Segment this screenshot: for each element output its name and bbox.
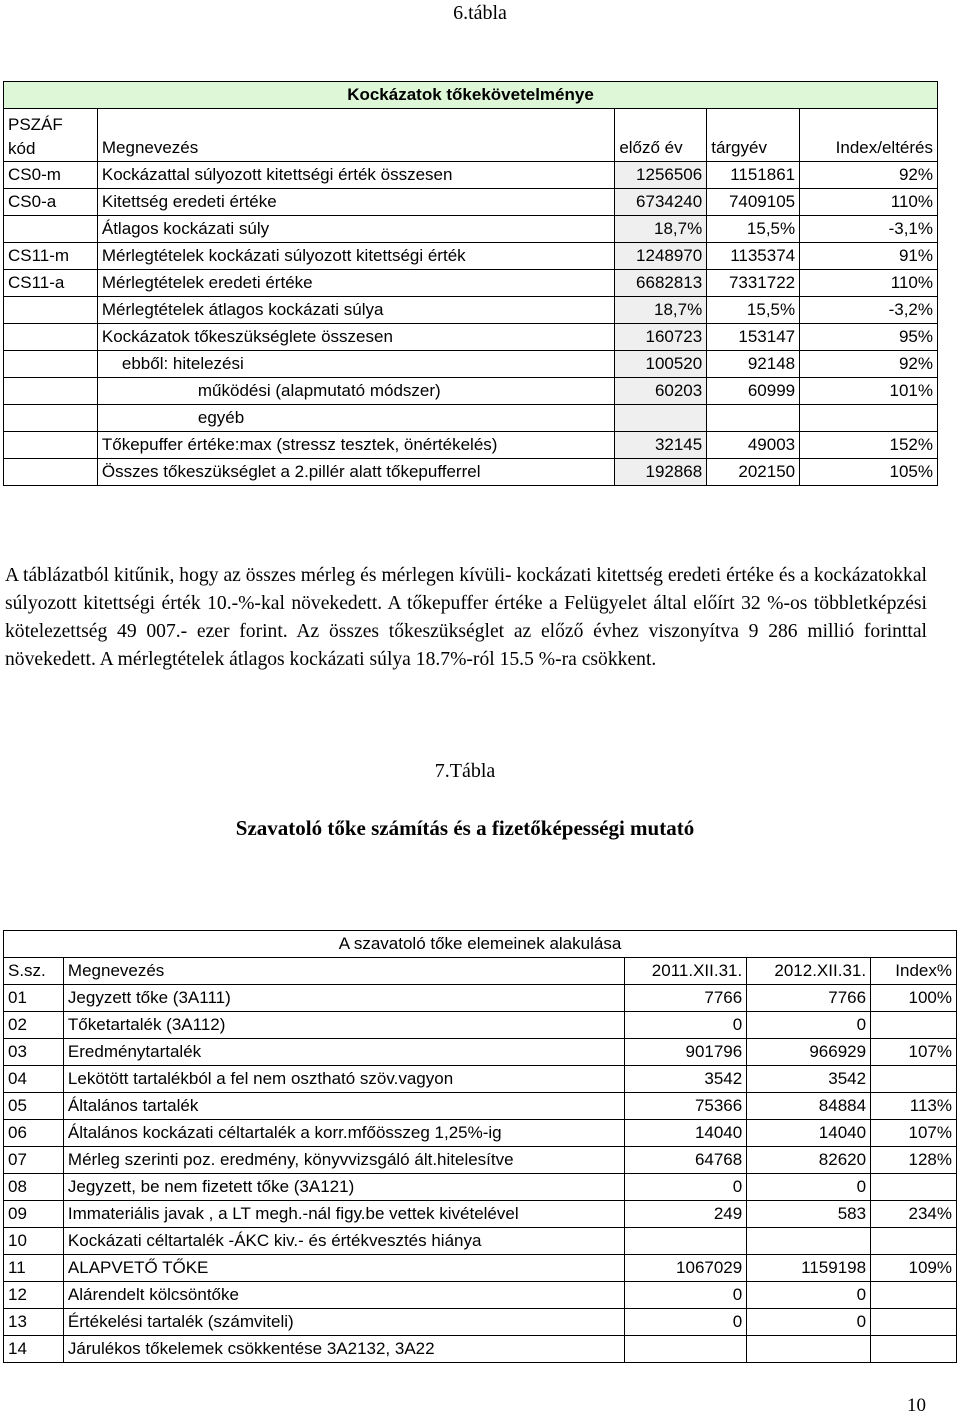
row-2012: 82620 bbox=[747, 1147, 871, 1174]
row-index: 92% bbox=[800, 351, 938, 378]
row-no: 01 bbox=[4, 985, 64, 1012]
row-no: 14 bbox=[4, 1336, 64, 1363]
table-row bbox=[4, 1093, 957, 1120]
row-curr: 153147 bbox=[707, 324, 800, 351]
row-name: Jegyzett, be nem fizetett tőke (3A121) bbox=[63, 1174, 624, 1201]
table-row bbox=[4, 243, 938, 270]
own-funds-table bbox=[3, 930, 957, 1363]
row-name: Mérlegtételek kockázati súlyozott kitettségi érték bbox=[97, 243, 614, 270]
header-name: Megnevezés bbox=[63, 958, 624, 985]
row-code: CS0-m bbox=[4, 162, 98, 189]
row-index: 107% bbox=[871, 1039, 957, 1066]
row-name: Kockázattal súlyozott kitettségi érték összesen bbox=[97, 162, 614, 189]
row-no: 13 bbox=[4, 1309, 64, 1336]
row-index: 113% bbox=[871, 1093, 957, 1120]
table-row bbox=[4, 1066, 957, 1093]
table-row bbox=[4, 1255, 957, 1282]
row-2012: 1159198 bbox=[747, 1255, 871, 1282]
row-name: Mérlegtételek eredeti értéke bbox=[97, 270, 614, 297]
row-name: Alárendelt kölcsöntőke bbox=[63, 1282, 624, 1309]
row-index: 152% bbox=[800, 432, 938, 459]
row-name: Értékelési tartalék (számviteli) bbox=[63, 1309, 624, 1336]
row-name: Eredménytartalék bbox=[63, 1039, 624, 1066]
row-name: Átlagos kockázati súly bbox=[97, 216, 614, 243]
row-code bbox=[4, 459, 98, 486]
row-no: 02 bbox=[4, 1012, 64, 1039]
row-name: Mérleg szerinti poz. eredmény, könyvvizsgáló ált.hitelesítve bbox=[63, 1147, 624, 1174]
summary-paragraph: A táblázatból kitűnik, hogy az összes mérleg és mérlegen kívüli- kockázati kitettség eredeti értéke és a kockázatokkal súlyozott kitettségi érték 10.-%-kal növekedett. A tőkepuffer értéke a Felügyelet által előírt 32 %-os többletképzési kötelezettség 49 007.- ezer forint. Az összes tőkeszükséglet az előző évhez viszonyítva 9 286 millió forinttal növekedett. A mérlegtételek átlagos kockázati súlya 18.7%-ról 15.5 %-ra csökkent. bbox=[5, 565, 927, 670]
table-row bbox=[4, 405, 938, 432]
row-no: 04 bbox=[4, 1066, 64, 1093]
row-prev: 6682813 bbox=[615, 270, 707, 297]
row-2011: 901796 bbox=[625, 1039, 747, 1066]
row-name: Általános kockázati céltartalék a korr.mfőösszeg 1,25%-ig bbox=[63, 1120, 624, 1147]
row-no: 03 bbox=[4, 1039, 64, 1066]
table-row bbox=[4, 378, 938, 405]
row-name: Immateriális javak , a LT megh.-nál figy.be vettek kivételével bbox=[63, 1201, 624, 1228]
table7-caption: 7.Tábla bbox=[434, 760, 496, 782]
row-index: 95% bbox=[800, 324, 938, 351]
row-curr bbox=[707, 405, 800, 432]
row-2012: 966929 bbox=[747, 1039, 871, 1066]
row-prev: 6734240 bbox=[615, 189, 707, 216]
row-2011: 0 bbox=[625, 1309, 747, 1336]
table-row bbox=[4, 459, 938, 486]
row-curr: 202150 bbox=[707, 459, 800, 486]
row-2011 bbox=[625, 1228, 747, 1255]
row-2011: 0 bbox=[625, 1012, 747, 1039]
table-row bbox=[4, 1309, 957, 1336]
row-name: Járulékos tőkelemek csökkentése 3A2132, 3A22 bbox=[63, 1336, 624, 1363]
table-row bbox=[4, 1282, 957, 1309]
header-curr: tárgyév bbox=[707, 109, 800, 162]
table-row bbox=[4, 270, 938, 297]
header-prev: előző év bbox=[615, 109, 707, 162]
row-2012: 0 bbox=[747, 1282, 871, 1309]
row-name: Összes tőkeszükséglet a 2.pillér alatt tőkepufferrel bbox=[97, 459, 614, 486]
row-2011: 1067029 bbox=[625, 1255, 747, 1282]
row-2011: 0 bbox=[625, 1174, 747, 1201]
row-name: Kockázatok tőkeszükséglete összesen bbox=[97, 324, 614, 351]
table-row bbox=[4, 1228, 957, 1255]
table6-title: Kockázatok tőkekövetelménye bbox=[4, 82, 938, 109]
row-2012 bbox=[747, 1336, 871, 1363]
row-prev: 100520 bbox=[615, 351, 707, 378]
row-code bbox=[4, 351, 98, 378]
table-row bbox=[4, 189, 938, 216]
row-index: 105% bbox=[800, 459, 938, 486]
row-index: 91% bbox=[800, 243, 938, 270]
row-index bbox=[871, 1012, 957, 1039]
row-index: 107% bbox=[871, 1120, 957, 1147]
row-2011 bbox=[625, 1336, 747, 1363]
row-code bbox=[4, 324, 98, 351]
header-no: S.sz. bbox=[4, 958, 64, 985]
table-row bbox=[4, 297, 938, 324]
row-code bbox=[4, 432, 98, 459]
row-2011: 249 bbox=[625, 1201, 747, 1228]
table-row bbox=[4, 216, 938, 243]
row-name: ebből: hitelezési bbox=[97, 351, 614, 378]
row-no: 12 bbox=[4, 1282, 64, 1309]
row-index bbox=[871, 1282, 957, 1309]
table-row bbox=[4, 985, 957, 1012]
row-2012: 14040 bbox=[747, 1120, 871, 1147]
row-curr: 15,5% bbox=[707, 216, 800, 243]
row-2012: 0 bbox=[747, 1012, 871, 1039]
row-2012: 84884 bbox=[747, 1093, 871, 1120]
row-2012: 7766 bbox=[747, 985, 871, 1012]
table-row bbox=[4, 324, 938, 351]
row-prev: 192868 bbox=[615, 459, 707, 486]
row-name: működési (alapmutató módszer) bbox=[97, 378, 614, 405]
table-row bbox=[4, 351, 938, 378]
row-curr: 1151861 bbox=[707, 162, 800, 189]
table-row bbox=[4, 162, 938, 189]
row-prev: 18,7% bbox=[615, 297, 707, 324]
row-prev: 160723 bbox=[615, 324, 707, 351]
row-code: CS11-a bbox=[4, 270, 98, 297]
row-2012: 583 bbox=[747, 1201, 871, 1228]
row-index: 128% bbox=[871, 1147, 957, 1174]
row-no: 09 bbox=[4, 1201, 64, 1228]
header-index: Index/eltérés bbox=[800, 109, 938, 162]
row-2011: 7766 bbox=[625, 985, 747, 1012]
row-no: 05 bbox=[4, 1093, 64, 1120]
row-name: egyéb bbox=[97, 405, 614, 432]
row-curr: 49003 bbox=[707, 432, 800, 459]
row-prev: 18,7% bbox=[615, 216, 707, 243]
header-2012: 2012.XII.31. bbox=[747, 958, 871, 985]
row-index: -3,1% bbox=[800, 216, 938, 243]
row-curr: 92148 bbox=[707, 351, 800, 378]
row-prev bbox=[615, 405, 707, 432]
row-code bbox=[4, 405, 98, 432]
table6-caption: 6.tábla bbox=[453, 2, 507, 24]
row-name: Lekötött tartalékból a fel nem osztható szöv.vagyon bbox=[63, 1066, 624, 1093]
row-code bbox=[4, 216, 98, 243]
row-2012: 0 bbox=[747, 1174, 871, 1201]
row-curr: 7331722 bbox=[707, 270, 800, 297]
row-name: Általános tartalék bbox=[63, 1093, 624, 1120]
row-2011: 3542 bbox=[625, 1066, 747, 1093]
row-no: 07 bbox=[4, 1147, 64, 1174]
row-curr: 15,5% bbox=[707, 297, 800, 324]
header-code: PSZÁF kód bbox=[4, 109, 98, 162]
row-code bbox=[4, 297, 98, 324]
row-index: -3,2% bbox=[800, 297, 938, 324]
header-2011: 2011.XII.31. bbox=[625, 958, 747, 985]
row-name: Kockázati céltartalék -ÁKC kiv.- és értékvesztés hiánya bbox=[63, 1228, 624, 1255]
row-name: Kitettség eredeti értéke bbox=[97, 189, 614, 216]
row-curr: 7409105 bbox=[707, 189, 800, 216]
row-index bbox=[871, 1066, 957, 1093]
row-curr: 60999 bbox=[707, 378, 800, 405]
row-prev: 60203 bbox=[615, 378, 707, 405]
row-no: 06 bbox=[4, 1120, 64, 1147]
header-name: Megnevezés bbox=[97, 109, 614, 162]
table-row bbox=[4, 1147, 957, 1174]
table-row bbox=[4, 1012, 957, 1039]
row-prev: 32145 bbox=[615, 432, 707, 459]
row-index: 110% bbox=[800, 189, 938, 216]
row-prev: 1256506 bbox=[615, 162, 707, 189]
row-name: ALAPVETŐ TŐKE bbox=[63, 1255, 624, 1282]
table-row bbox=[4, 1039, 957, 1066]
row-2011: 64768 bbox=[625, 1147, 747, 1174]
row-name: Tőkepuffer értéke:max (stressz tesztek, önértékelés) bbox=[97, 432, 614, 459]
row-curr: 1135374 bbox=[707, 243, 800, 270]
row-name: Tőketartalék (3A112) bbox=[63, 1012, 624, 1039]
row-name: Jegyzett tőke (3A111) bbox=[63, 985, 624, 1012]
row-2012: 0 bbox=[747, 1309, 871, 1336]
row-2012 bbox=[747, 1228, 871, 1255]
row-index: 100% bbox=[871, 985, 957, 1012]
table7-subtitle: A szavatoló tőke elemeinek alakulása bbox=[4, 931, 957, 958]
table-row bbox=[4, 432, 938, 459]
row-no: 10 bbox=[4, 1228, 64, 1255]
table-row bbox=[4, 1120, 957, 1147]
table-row bbox=[4, 1174, 957, 1201]
table-row bbox=[4, 1201, 957, 1228]
header-index: Index% bbox=[871, 958, 957, 985]
row-2011: 14040 bbox=[625, 1120, 747, 1147]
row-index: 109% bbox=[871, 1255, 957, 1282]
row-index bbox=[800, 405, 938, 432]
table-row bbox=[4, 1336, 957, 1363]
row-index bbox=[871, 1228, 957, 1255]
row-index bbox=[871, 1336, 957, 1363]
risk-capital-table bbox=[3, 81, 938, 486]
row-no: 11 bbox=[4, 1255, 64, 1282]
page-number: 10 bbox=[907, 1395, 926, 1416]
row-index: 92% bbox=[800, 162, 938, 189]
row-code: CS0-a bbox=[4, 189, 98, 216]
row-index bbox=[871, 1174, 957, 1201]
row-name: Mérlegtételek átlagos kockázati súlya bbox=[97, 297, 614, 324]
row-2012: 3542 bbox=[747, 1066, 871, 1093]
row-index bbox=[871, 1309, 957, 1336]
row-prev: 1248970 bbox=[615, 243, 707, 270]
row-code: CS11-m bbox=[4, 243, 98, 270]
row-2011: 0 bbox=[625, 1282, 747, 1309]
row-index: 110% bbox=[800, 270, 938, 297]
row-index: 101% bbox=[800, 378, 938, 405]
row-code bbox=[4, 378, 98, 405]
row-index: 234% bbox=[871, 1201, 957, 1228]
row-no: 08 bbox=[4, 1174, 64, 1201]
table7-title: Szavatoló tőke számítás és a fizetőképességi mutató bbox=[235, 816, 695, 840]
row-2011: 75366 bbox=[625, 1093, 747, 1120]
